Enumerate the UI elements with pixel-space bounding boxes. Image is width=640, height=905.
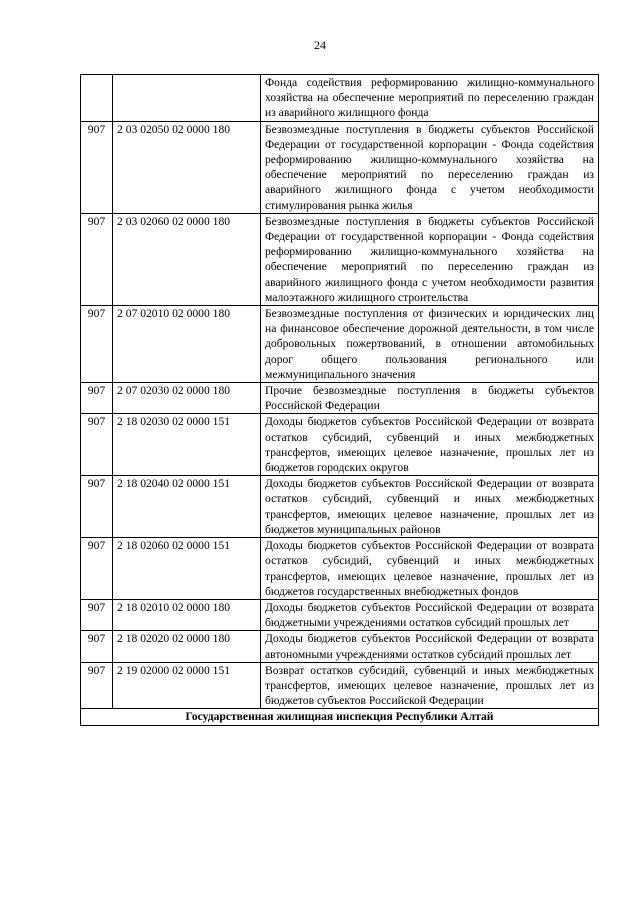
budget-code-cell: 2 03 02050 02 0000 180 <box>113 121 261 213</box>
table-row <box>81 538 599 600</box>
revenue-codes-table <box>80 74 599 726</box>
description-cell: Доходы бюджетов субъектов Российской Федерации от возврата автономными учреждениями остатков субсидий прошлых лет <box>261 631 599 662</box>
budget-code-cell: 2 18 02020 02 0000 180 <box>113 631 261 662</box>
table-row <box>81 599 599 630</box>
table-row <box>81 476 599 538</box>
description-cell: Прочие безвозмездные поступления в бюджеты субъектов Российской Федерации <box>261 383 599 414</box>
table-row <box>81 414 599 476</box>
budget-code-cell: 2 07 02010 02 0000 180 <box>113 306 261 383</box>
admin-code-cell: 907 <box>81 383 113 414</box>
budget-code-cell: 2 18 02040 02 0000 151 <box>113 476 261 538</box>
page-number: 24 <box>314 38 326 52</box>
budget-code-cell: 2 03 02060 02 0000 180 <box>113 213 261 305</box>
admin-code-cell <box>81 75 113 122</box>
admin-code-cell: 907 <box>81 538 113 600</box>
admin-code-cell: 907 <box>81 121 113 213</box>
admin-code-cell: 907 <box>81 213 113 305</box>
budget-code-cell: 2 07 02030 02 0000 180 <box>113 383 261 414</box>
budget-code-cell: 2 18 02030 02 0000 151 <box>113 414 261 476</box>
description-cell: Доходы бюджетов субъектов Российской Федерации от возврата остатков субсидий, субвенций и иных межбюджетных трансфертов, имеющих целевое назначение, прошлых лет из бюджетов городских округов <box>261 414 599 476</box>
budget-code-cell: 2 18 02060 02 0000 151 <box>113 538 261 600</box>
admin-code-cell: 907 <box>81 631 113 662</box>
admin-code-cell: 907 <box>81 306 113 383</box>
table-row <box>81 631 599 662</box>
table-row <box>81 306 599 383</box>
budget-code-cell: 2 18 02010 02 0000 180 <box>113 599 261 630</box>
table-row <box>81 75 599 122</box>
table-row <box>81 213 599 305</box>
admin-code-cell: 907 <box>81 599 113 630</box>
budget-code-cell: 2 19 02000 02 0000 151 <box>113 662 261 709</box>
admin-code-cell: 907 <box>81 476 113 538</box>
admin-code-cell: 907 <box>81 414 113 476</box>
description-cell: Фонда содействия реформированию жилищно-коммунального хозяйства на обеспечение мероприятий по переселению граждан из аварийного жилищного фонда <box>261 75 599 122</box>
table-row <box>81 662 599 709</box>
description-cell: Доходы бюджетов субъектов Российской Федерации от возврата остатков субсидий, субвенций и иных межбюджетных трансфертов, имеющих целевое назначение, прошлых лет из бюджетов государственных внебюджетных фондов <box>261 538 599 600</box>
admin-code-cell: 907 <box>81 662 113 709</box>
table-row <box>81 121 599 213</box>
description-cell: Безвозмездные поступления от физических и юридических лиц на финансовое обеспечение дорожной деятельности, в том числе добровольных пожертвований, в отношении автомобильных дорог общего пользования регионального или межмуниципального значения <box>261 306 599 383</box>
description-cell: Доходы бюджетов субъектов Российской Федерации от возврата бюджетными учреждениями остатков субсидий прошлых лет <box>261 599 599 630</box>
description-cell: Безвозмездные поступления в бюджеты субъектов Российской Федерации от государственной корпорации - Фонда содействия реформированию жилищно-коммунального хозяйства на обеспечение мероприятий по переселению граждан из аварийного жилищного фонда с учетом необходимости стимулирования рынка жилья <box>261 121 599 213</box>
table-row <box>81 383 599 414</box>
description-cell: Безвозмездные поступления в бюджеты субъектов Российской Федерации от государственной корпорации - Фонда содействия реформированию жилищно-коммунального хозяйства на обеспечение мероприятий по переселению граждан из аварийного жилищного фонда с учетом необходимости развития малоэтажного жилищного строительства <box>261 213 599 305</box>
budget-code-cell <box>113 75 261 122</box>
section-heading-row <box>81 709 599 725</box>
description-cell: Доходы бюджетов субъектов Российской Федерации от возврата остатков субсидий, субвенций и иных межбюджетных трансфертов, имеющих целевое назначение, прошлых лет из бюджетов муниципальных районов <box>261 476 599 538</box>
description-cell: Возврат остатков субсидий, субвенций и иных межбюджетных трансфертов, имеющих целевое назначение, прошлых лет из бюджетов субъектов Российской Федерации <box>261 662 599 709</box>
section-heading: Государственная жилищная инспекция Республики Алтай <box>81 709 599 725</box>
